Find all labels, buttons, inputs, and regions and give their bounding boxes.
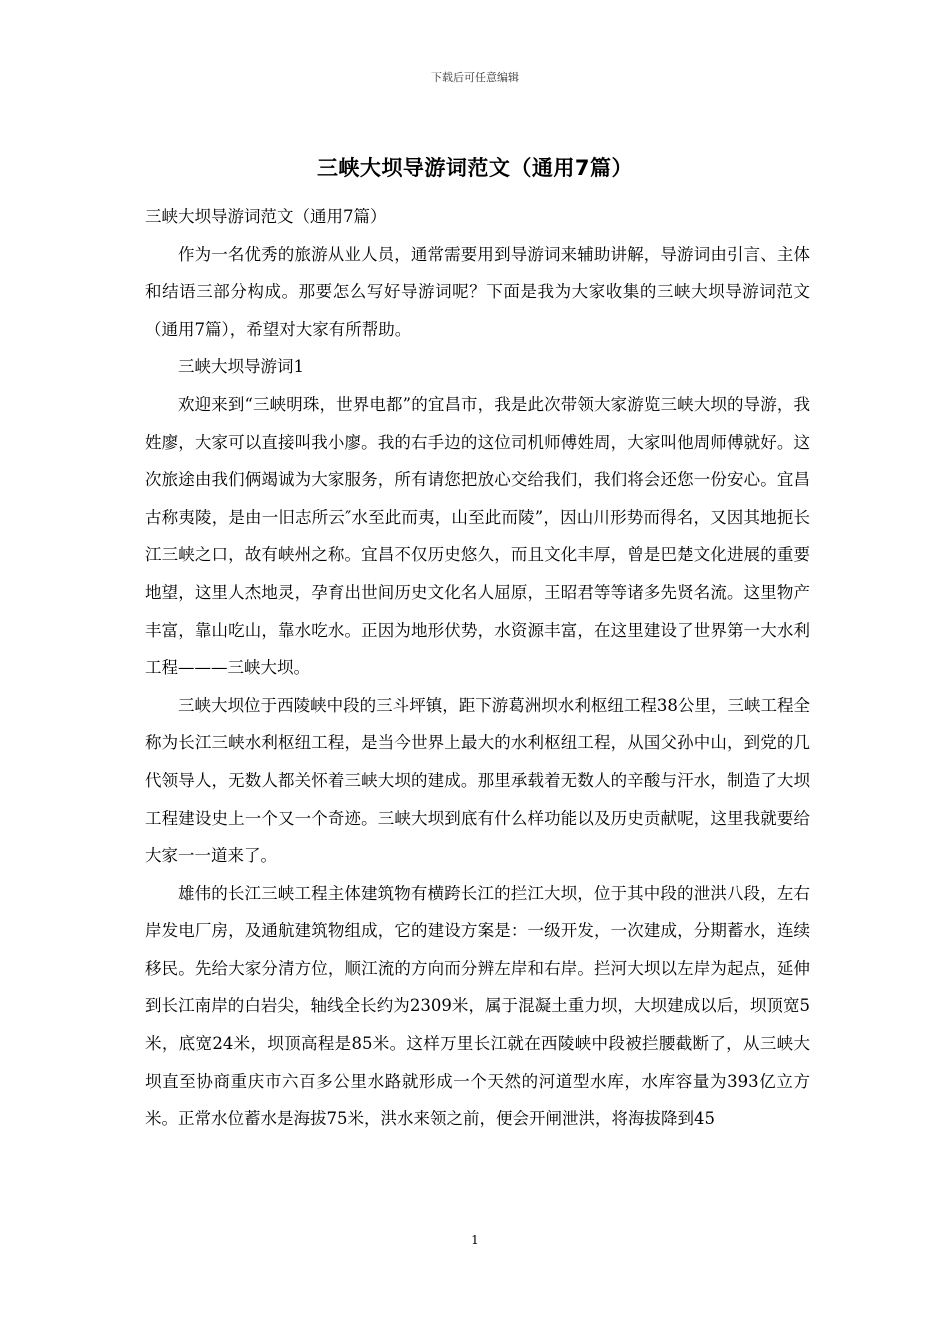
- intro-paragraph: 作为一名优秀的旅游从业人员，通常需要用到导游词来辅助讲解，导游词由引言、主体和结语三部分构成。那要怎么写好导游词呢？下面是我为大家收集的三峡大坝导游词范文（通用7篇），希望对大家有所帮助。: [145, 244, 810, 339]
- document-body: [145, 198, 810, 1138]
- section-heading: 三峡大坝导游词1: [178, 357, 304, 377]
- document-subtitle: 三峡大坝导游词范文（通用7篇）: [145, 207, 387, 226]
- header-note: 下载后可任意编辑: [431, 71, 519, 84]
- body-paragraph: 欢迎来到“三峡明珠，世界电都”的宜昌市，我是此次带领大家游览三峡大坝的导游，我姓廖，大家可以直接叫我小廖。我的右手边的这位司机师傅姓周，大家叫他周师傅就好。这次旅途由我们俩竭诚为大家服务，所有请您把放心交给我们，我们将会还您一份安心。宜昌古称夷陵，是由一旧志所云″水至此而夷，山至此而陵”，因山川形势而得名，又因其地扼长江三峡之口，故有峡州之称。宜昌不仅历史悠久，而且文化丰厚，曾是巴楚文化进展的重要地望，这里人杰地灵，孕育出世间历史文化名人屈原，王昭君等等诸多先贤名流。这里物产丰富，靠山吃山，靠水吃水。正因为地形伏势，水资源丰富，在这里建设了世界第一大水利工程———三峡大坝。: [145, 394, 810, 678]
- document-title: 三峡大坝导游词范文（通用7篇）: [316, 156, 634, 180]
- page-number: 1: [471, 1233, 479, 1247]
- body-paragraph: 三峡大坝位于西陵峡中段的三斗坪镇，距下游葛洲坝水利枢纽工程38公里，三峡工程全称为长江三峡水利枢纽工程，是当今世界上最大的水利枢纽工程，从国父孙中山，到党的几代领导人，无数人都关怀着三峡大坝的建成。那里承载着无数人的辛酸与汗水，制造了大坝工程建设史上一个又一个奇迹。三峡大坝到底有什么样功能以及历史贡献呢，这里我就要给大家一一道来了。: [145, 695, 810, 866]
- body-paragraph: 雄伟的长江三峡工程主体建筑物有横跨长江的拦江大坝，位于其中段的泄洪八段，左右岸发电厂房，及通航建筑物组成，它的建设方案是：一级开发，一次建成，分期蓄水，连续移民。先给大家分清方位，顺江流的方向而分辨左岸和右岸。拦河大坝以左岸为起点，延伸到长江南岸的白岩尖，轴线全长约为2309米，属于混凝土重力坝，大坝建成以后，坝顶宽5米，底宽24米，坝顶高程是85米。这样万里长江就在西陵峡中段被拦腰截断了，从三峡大坝直至协商重庆市六百多公里水路就形成一个天然的河道型水库，水库容量为393亿立方米。正常水位蓄水是海拔75米，洪水来领之前，便会开闸泄洪，将海拔降到45: [145, 883, 810, 1129]
